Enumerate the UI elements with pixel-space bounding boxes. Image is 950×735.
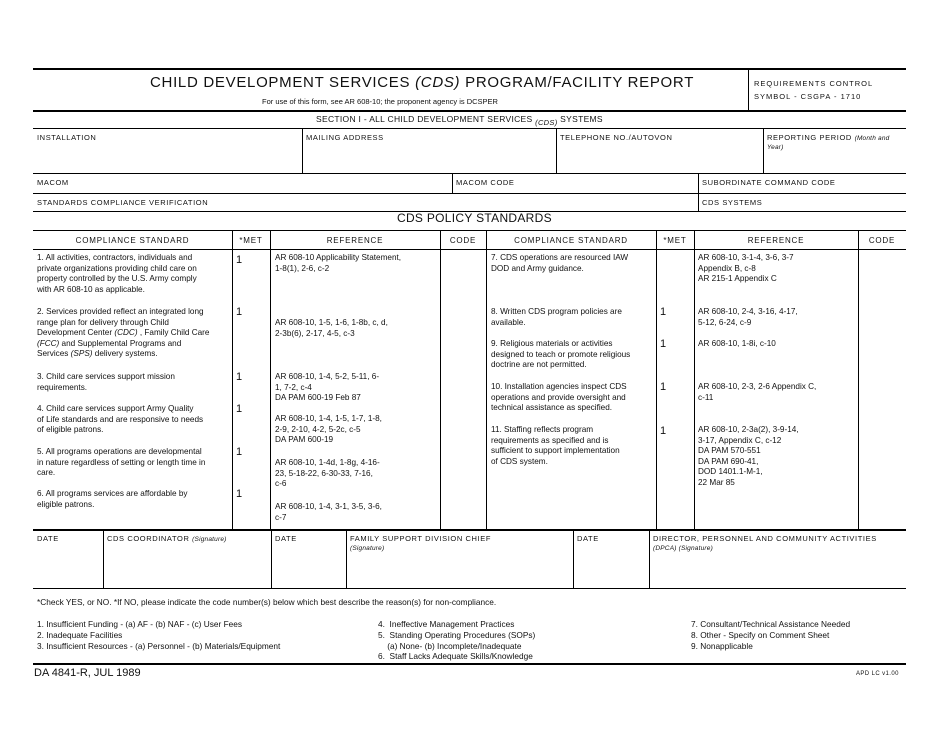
list-item: 10. Installation agencies inspect CDS operations and provide oversight and technical assistance as specified. bbox=[491, 382, 627, 413]
list-item: 5. All programs operations are developmental in nature regardless of setting or length time in care. bbox=[37, 447, 206, 478]
form-subtitle: For use of this form, see AR 608-10; the proponent agency is DCSPER bbox=[262, 97, 498, 106]
requirements-control: REQUIREMENTS CONTROL SYMBOL - CSGPA - 1710 bbox=[754, 79, 874, 101]
met-value: 1 bbox=[660, 338, 667, 350]
met-value: 1 bbox=[236, 371, 243, 383]
date-label: DATE bbox=[275, 534, 297, 543]
installation-label: INSTALLATION bbox=[37, 133, 97, 142]
macom-code-label: MACOM CODE bbox=[456, 178, 515, 187]
director-label: DIRECTOR, PERSONNEL AND COMMUNITY ACTIVITIES (DPCA) (Signature) bbox=[653, 534, 877, 552]
col-compliance-left: COMPLIANCE STANDARD bbox=[75, 236, 190, 245]
reason-codes-col1: 1. Insufficient Funding - (a) AF - (b) NAF - (c) User Fees 2. Inadequate Facilities 3. Insufficient Resources - (a) Personnel - (b) Materials/Equipment bbox=[37, 619, 281, 651]
macom-label: MACOM bbox=[37, 178, 69, 187]
mailing-address-label: MAILING ADDRESS bbox=[306, 133, 384, 142]
section-heading: SECTION I - ALL CHILD DEVELOPMENT SERVICES (CDS) SYSTEMS bbox=[316, 114, 603, 127]
reference-text: AR 608-10, 1-4, 1-5, 1-7, 1-8, 2-9, 2-10, 4-2, 5-2c, c-5 DA PAM 600-19 bbox=[275, 414, 382, 445]
col-reference-right: REFERENCE bbox=[747, 236, 805, 245]
list-item: 7. CDS operations are resourced IAW DOD and Army guidance. bbox=[491, 253, 629, 273]
form-id: DA 4841-R, JUL 1989 bbox=[34, 667, 141, 679]
reference-text: AR 608-10, 1-4, 3-1, 3-5, 3-6, c-7 bbox=[275, 502, 382, 522]
met-value: 1 bbox=[660, 381, 667, 393]
reference-text: AR 608-10, 1-4d, 1-8g, 4-16- 23, 5-18-22, 6-30-33, 7-16, c-6 bbox=[275, 458, 380, 489]
met-value: 1 bbox=[236, 403, 243, 415]
policy-title: CDS POLICY STANDARDS bbox=[397, 211, 552, 225]
version-label: APD LC v1.00 bbox=[856, 671, 899, 677]
met-value: 1 bbox=[660, 425, 667, 437]
date-label: DATE bbox=[577, 534, 599, 543]
reference-text: AR 608-10, 2-3a(2), 3-9-14, 3-17, Appendix C, c-12 DA PAM 570-551 DA PAM 690-41, DOD 1401.1-M-1, 22 Mar 85 bbox=[698, 425, 799, 487]
list-item: 3. Child care services support mission requirements. bbox=[37, 372, 175, 392]
check-note: *Check YES, or NO. *If NO, please indicate the code number(s) below which best describe the reason(s) for non-compliance. bbox=[37, 597, 497, 607]
form-title: CHILD DEVELOPMENT SERVICES (CDS) PROGRAM/FACILITY REPORT bbox=[150, 74, 695, 91]
reference-text: AR 608-10 Applicability Statement, 1-8(1), 2-6, c-2 bbox=[275, 253, 402, 273]
col-code-left: CODE bbox=[449, 236, 477, 245]
col-compliance-right: COMPLIANCE STANDARD bbox=[514, 236, 628, 245]
met-value: 1 bbox=[660, 306, 667, 318]
col-met-right: *MET bbox=[663, 236, 687, 245]
list-item: 9. Religious materials or activities designed to teach or promote religious doctrine are not permitted. bbox=[491, 339, 631, 370]
list-item: 4. Child care services support Army Quality of Life standards and are responsive to needs of eligible patrons. bbox=[37, 404, 204, 435]
reference-text: AR 608-10, 1-5, 1-6, 1-8b, c, d, 2-3b(6), 2-17, 4-5, c-3 bbox=[275, 318, 388, 338]
family-support-label: FAMILY SUPPORT DIVISION CHIEF (Signature) bbox=[350, 534, 492, 552]
reference-text: AR 608-10, 2-4, 3-16, 4-17, 5-12, 6-24, c-9 bbox=[698, 307, 798, 327]
col-code-right: CODE bbox=[868, 236, 896, 245]
met-value: 1 bbox=[236, 488, 243, 500]
list-item: 11. Staffing reflects program requirements as specified and is sufficient to support implementation of CDS system. bbox=[491, 425, 620, 466]
standards-compliance-label: STANDARDS COMPLIANCE VERIFICATION bbox=[37, 198, 209, 207]
reporting-period-label: REPORTING PERIOD (Month and Year) bbox=[767, 133, 890, 151]
date-label: DATE bbox=[37, 534, 59, 543]
col-met-left: *MET bbox=[239, 236, 263, 245]
reference-text: AR 608-10, 2-3, 2-6 Appendix C, c-11 bbox=[698, 382, 817, 402]
reason-codes-col3: 7. Consultant/Technical Assistance Needed 8. Other - Specify on Comment Sheet 9. Nonapplicable bbox=[691, 619, 851, 651]
met-value: 1 bbox=[236, 254, 243, 266]
reference-text: AR 608-10, 1-4, 5-2, 5-11, 6- 1, 7-2, c-4 DA PAM 600-19 Feb 87 bbox=[275, 372, 380, 403]
reference-text: AR 608-10, 3-1-4, 3-6, 3-7 Appendix B, c-8 AR 215-1 Appendix C bbox=[698, 253, 794, 284]
cds-systems-label: CDS SYSTEMS bbox=[702, 198, 763, 207]
list-item: 6. All programs services are affordable by eligible patrons. bbox=[37, 489, 188, 509]
reference-text: AR 608-10, 1-8i, c-10 bbox=[698, 339, 776, 348]
list-item: 2. Services provided reflect an integrated long range plan for delivery through Child Development Center (CDC) , Family Child Care (FCC) and Supplemental Programs and Services (SPS) delivery systems. bbox=[37, 307, 210, 359]
subordinate-command-label: SUBORDINATE COMMAND CODE bbox=[702, 178, 836, 187]
met-value: 1 bbox=[236, 446, 243, 458]
cds-coordinator-label: CDS COORDINATOR (Signature) bbox=[107, 534, 227, 543]
col-reference-left: REFERENCE bbox=[326, 236, 384, 245]
reason-codes-col2: 4. Ineffective Management Practices 5. Standing Operating Procedures (SOPs) (a) None- (b) Incomplete/Inadequate 6. Staff Lacks Adequate Skills/Knowledge bbox=[378, 619, 536, 662]
met-value: 1 bbox=[236, 306, 243, 318]
list-item: 1. All activities, contractors, individuals and private organizations providing child care on property controlled by the U.S. Army comply with AR 608-10 as applicable. bbox=[37, 253, 197, 294]
list-item: 8. Written CDS program policies are available. bbox=[491, 307, 622, 327]
telephone-label: TELEPHONE NO./AUTOVON bbox=[560, 133, 673, 142]
